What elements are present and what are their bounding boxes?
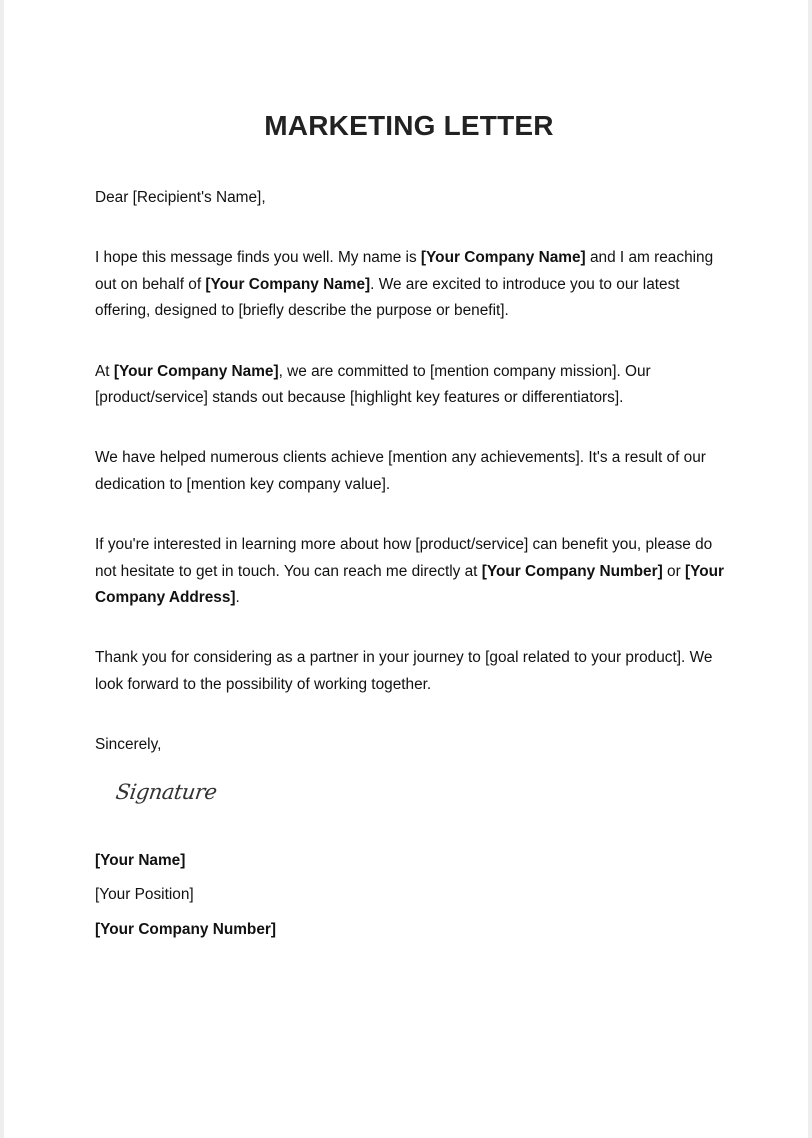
- paragraph-achievements: [95, 445, 725, 498]
- paragraph-text: , we are committed to [mention company mission]. Our [product/service] stands out because [highlight key features or differentiators].: [95, 362, 651, 407]
- signature-image: Signature: [114, 780, 219, 804]
- paragraph-text: I hope this message finds you well. My name is: [95, 249, 421, 267]
- company-name-placeholder: [Your Company Name]: [420, 249, 586, 267]
- paragraph-text: . We are excited to introduce you to our latest offering, designed to [briefly describe the purpose or benefit].: [95, 275, 680, 320]
- paragraph-text: and I am reaching out on behalf of: [95, 249, 714, 293]
- paragraph-text: At: [95, 362, 114, 380]
- paragraph-text: or: [662, 562, 685, 580]
- paragraph-contact: [95, 532, 725, 611]
- company-number-placeholder: [Your Company Number]: [481, 562, 663, 580]
- footer-name: [Your Name]: [95, 852, 186, 869]
- letter-page: [4, 0, 808, 1138]
- letter-body: [95, 185, 725, 793]
- footer-position: [Your Position]: [95, 886, 194, 903]
- closing: Sincerely,: [95, 736, 162, 754]
- company-name-placeholder: [Your Company Name]: [205, 275, 371, 293]
- paragraph-thanks: [95, 645, 725, 698]
- company-address-placeholder: [Your Company Address]: [95, 562, 725, 607]
- paragraph-text: If you're interested in learning more about how [product/service] can benefit you, please do not hesitate to get in touch. You can reach me directly at: [95, 536, 713, 580]
- salutation: Dear [Recipient's Name],: [95, 189, 266, 206]
- paragraph-text: .: [235, 589, 240, 607]
- paragraph-text: Thank you for considering as a partner in your journey to [goal related to your product]. We look forward to the possibility of working together.: [95, 649, 713, 693]
- paragraph-intro: [95, 245, 725, 324]
- paragraph-mission: [95, 359, 725, 412]
- company-name-placeholder: [Your Company Name]: [113, 362, 279, 380]
- page-title: MARKETING LETTER: [264, 110, 554, 141]
- paragraph-text: We have helped numerous clients achieve [mention any achievements]. It's a result of our dedication to [mention key company value].: [95, 449, 706, 493]
- footer-company-number: [Your Company Number]: [95, 921, 276, 938]
